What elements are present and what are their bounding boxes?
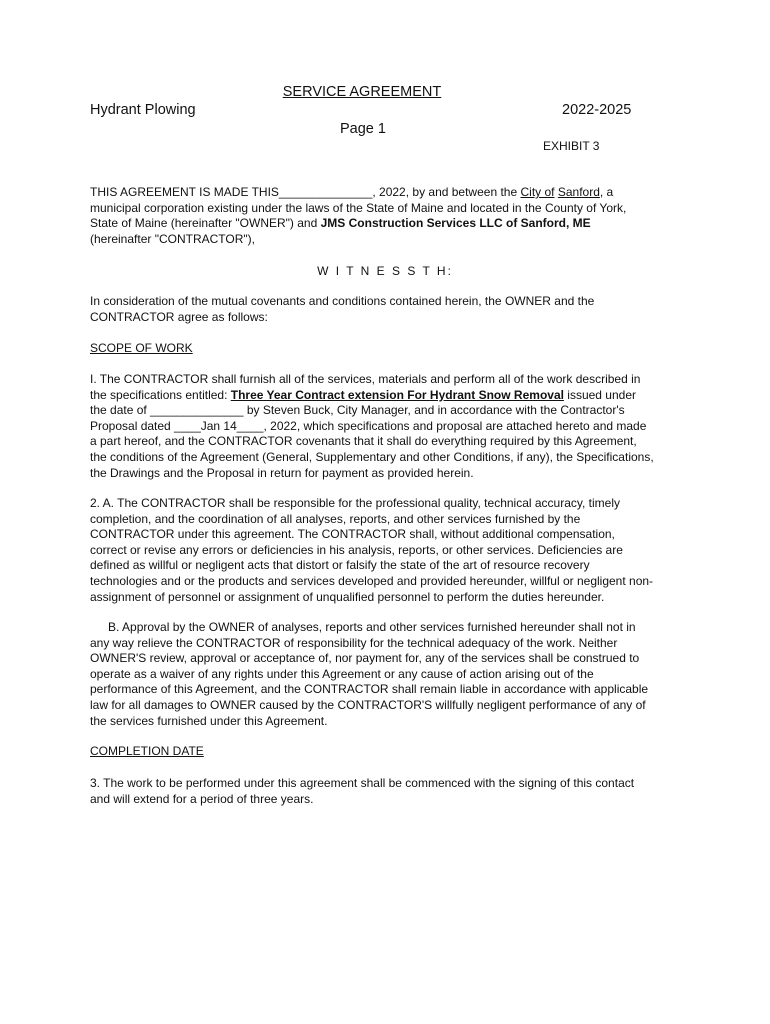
intro-line: municipal corporation existing under the laws of the State of Maine and located in the County of York,	[90, 200, 627, 215]
paragraph-2b	[90, 620, 690, 729]
paragraph-line: Proposal dated ____Jan 14____, 2022, which specifications and proposal are attached hereto and made	[90, 418, 647, 433]
page-number: Page 1	[340, 121, 386, 137]
paragraph-line: assignment of personnel or assignment of unqualified personnel to perform the duties hereunder.	[90, 589, 605, 604]
paragraph-3	[90, 776, 690, 807]
scope-of-work-heading: SCOPE OF WORK	[90, 341, 193, 355]
paragraph-2a	[90, 496, 690, 605]
paragraph-line: any way relieve the CONTRACTOR of responsibility for the technical adequacy of the work. Neither	[90, 635, 618, 650]
paragraph-line: B. Approval by the OWNER of analyses, reports and other services furnished hereunder shall not in	[108, 620, 636, 634]
paragraph-line: law for all damages to OWNER caused by the CONTRACTOR'S willfully negligent performance of any of	[90, 697, 646, 712]
contractor-name: JMS Construction Services LLC of Sanford, ME	[320, 216, 591, 231]
intro-text-end: , a	[599, 185, 614, 199]
witnesseth-heading: W I T N E S S T H:	[317, 264, 453, 278]
consideration-paragraph	[90, 294, 690, 325]
completion-date-heading: COMPLETION DATE	[90, 744, 204, 758]
intro-text: THIS AGREEMENT IS MADE THIS______________, 2022, by and between the	[90, 185, 521, 199]
paragraph-line: a part hereof, and the CONTRACTOR covenants that it shall do everything required by this Agreement,	[90, 434, 637, 449]
specification-title: Three Year Contract extension For Hydrant Snow Removal	[230, 387, 564, 402]
paragraph-line: I. The CONTRACTOR shall furnish all of the services, materials and perform all of the work described in	[90, 372, 641, 386]
document-title: SERVICE AGREEMENT	[282, 84, 442, 100]
paragraph-1	[90, 372, 690, 481]
header-years: 2022-2025	[562, 102, 632, 118]
paragraph-line: the date of ______________ by Steven Buck, City Manager, and in accordance with the Contractor's	[90, 403, 625, 418]
paragraph-line: CONTRACTOR under this agreement. The CONTRACTOR shall, without additional compensation,	[90, 527, 615, 542]
header-project-name: Hydrant Plowing	[90, 102, 196, 118]
intro-line: (hereinafter "CONTRACTOR"),	[90, 231, 255, 246]
paragraph-line: correct or revise any errors or deficiencies in his analysis, reports, or other services. Deficiencies are	[90, 542, 623, 557]
intro-paragraph	[90, 185, 690, 247]
paragraph-line: technologies and or the products and services developed and provided hereunder, willful or negligent non-	[90, 573, 654, 588]
paragraph-text: the specifications entitled:	[90, 387, 231, 402]
sanford-text: Sanford	[557, 185, 600, 199]
paragraph-line: the services furnished under this Agreement.	[90, 713, 328, 728]
consideration-line: In consideration of the mutual covenants and conditions contained herein, the OWNER and the	[90, 294, 595, 308]
paragraph-line: completion, and the coordination of all analyses, reports, and other services furnished by the	[90, 511, 581, 526]
paragraph-line: 2. A. The CONTRACTOR shall be responsible for the professional quality, technical accuracy, timely	[90, 496, 621, 510]
paragraph-line: performance of this Agreement, and the CONTRACTOR shall remain liable in accordance with applicable	[90, 682, 649, 697]
paragraph-line: 3. The work to be performed under this agreement shall be commenced with the signing of this contact	[90, 776, 635, 790]
paragraph-line: operate as a waiver of any rights under this Agreement or any cause of action arising out of the	[90, 666, 594, 681]
paragraph-line: and will extend for a period of three years.	[90, 791, 314, 806]
paragraph-line: defined as willful or negligent acts that distort or falsify the state of the art of resource recovery	[90, 558, 590, 573]
intro-text: State of Maine (hereinafter "OWNER") and	[90, 216, 321, 231]
intro-line	[90, 185, 690, 201]
intro-line	[90, 216, 690, 232]
city-of-text: City of	[520, 185, 555, 199]
paragraph-line: the Drawings and the Proposal in return for payment as provided herein.	[90, 465, 474, 480]
paragraph-line: OWNER'S review, approval or acceptance of, nor payment for, any of the services shall be construed to	[90, 651, 640, 666]
consideration-line: CONTRACTOR agree as follows:	[90, 309, 268, 324]
paragraph-text: issued under	[563, 387, 636, 402]
paragraph-line	[90, 388, 690, 404]
paragraph-line: the conditions of the Agreement (General, Supplementary and other Conditions, if any), the Specifications,	[90, 449, 654, 464]
exhibit-label: EXHIBIT 3	[543, 139, 600, 153]
